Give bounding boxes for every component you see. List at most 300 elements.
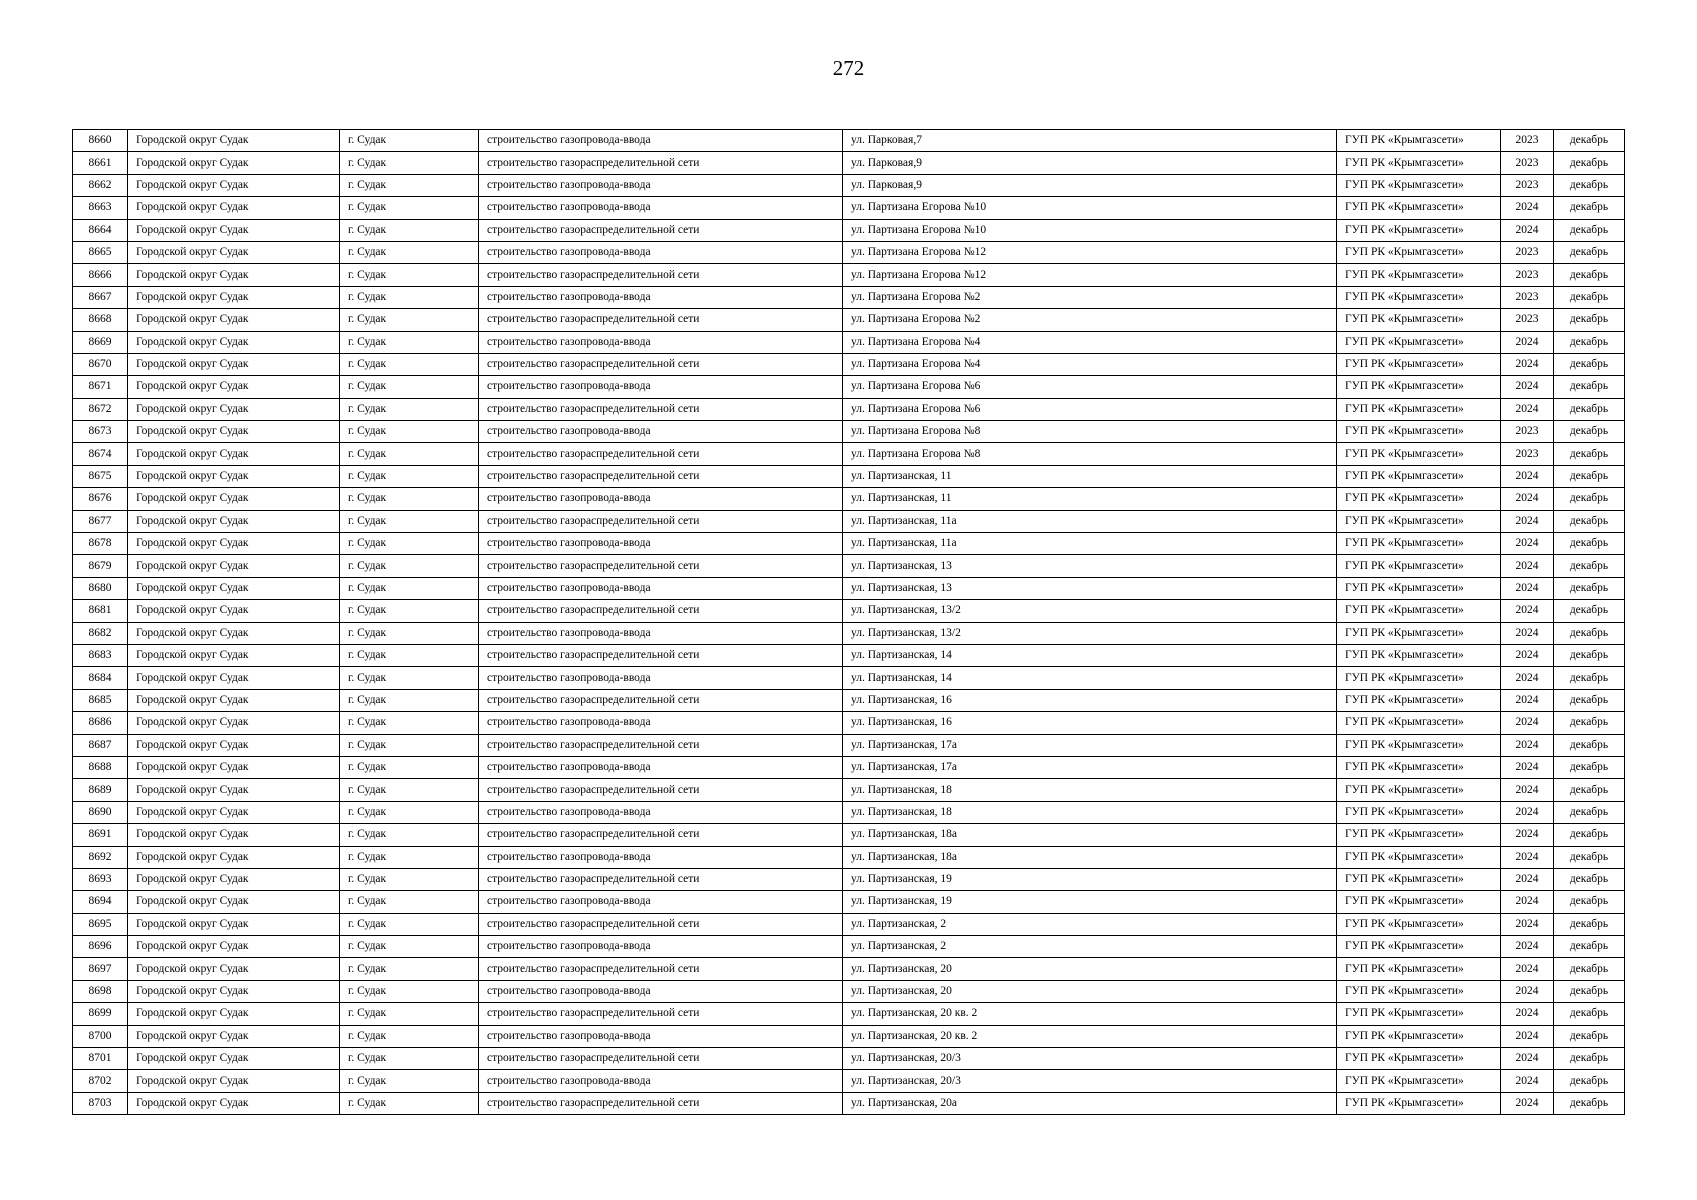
table-row — [73, 756, 1625, 778]
municipality-cell: Городской округ Судак — [128, 891, 340, 913]
row-number-cell: 8662 — [73, 174, 128, 196]
settlement-cell: г. Судак — [340, 331, 479, 353]
settlement-cell: г. Судак — [340, 779, 479, 801]
organization-cell: ГУП РК «Крымгазсети» — [1337, 1025, 1501, 1047]
table-row — [73, 264, 1625, 286]
table-row — [73, 465, 1625, 487]
address-cell: ул. Партизана Егорова №4 — [843, 331, 1337, 353]
row-number-cell: 8671 — [73, 376, 128, 398]
work-type-cell: строительство газораспределительной сети — [479, 264, 843, 286]
address-cell: ул. Партизанская, 18а — [843, 824, 1337, 846]
month-cell: декабрь — [1554, 219, 1625, 241]
work-type-cell: строительство газораспределительной сети — [479, 824, 843, 846]
month-cell: декабрь — [1554, 1092, 1625, 1114]
year-cell: 2024 — [1501, 734, 1554, 756]
year-cell: 2024 — [1501, 197, 1554, 219]
municipality-cell: Городской округ Судак — [128, 980, 340, 1002]
municipality-cell: Городской округ Судак — [128, 1070, 340, 1092]
organization-cell: ГУП РК «Крымгазсети» — [1337, 152, 1501, 174]
settlement-cell: г. Судак — [340, 1048, 479, 1070]
year-cell: 2023 — [1501, 241, 1554, 263]
settlement-cell: г. Судак — [340, 622, 479, 644]
row-number-cell: 8667 — [73, 286, 128, 308]
row-number-cell: 8675 — [73, 465, 128, 487]
year-cell: 2024 — [1501, 958, 1554, 980]
municipality-cell: Городской округ Судак — [128, 421, 340, 443]
address-cell: ул. Партизанская, 20/3 — [843, 1048, 1337, 1070]
municipality-cell: Городской округ Судак — [128, 331, 340, 353]
organization-cell: ГУП РК «Крымгазсети» — [1337, 980, 1501, 1002]
row-number-cell: 8703 — [73, 1092, 128, 1114]
table-row — [73, 510, 1625, 532]
month-cell: декабрь — [1554, 376, 1625, 398]
month-cell: декабрь — [1554, 1025, 1625, 1047]
table-row — [73, 309, 1625, 331]
row-number-cell: 8684 — [73, 667, 128, 689]
settlement-cell: г. Судак — [340, 891, 479, 913]
row-number-cell: 8681 — [73, 600, 128, 622]
work-type-cell: строительство газопровода-ввода — [479, 174, 843, 196]
address-cell: ул. Парковая,9 — [843, 152, 1337, 174]
work-type-cell: строительство газораспределительной сети — [479, 779, 843, 801]
work-type-cell: строительство газопровода-ввода — [479, 936, 843, 958]
row-number-cell: 8689 — [73, 779, 128, 801]
settlement-cell: г. Судак — [340, 219, 479, 241]
year-cell: 2024 — [1501, 376, 1554, 398]
month-cell: декабрь — [1554, 421, 1625, 443]
organization-cell: ГУП РК «Крымгазсети» — [1337, 533, 1501, 555]
row-number-cell: 8661 — [73, 152, 128, 174]
municipality-cell: Городской округ Судак — [128, 174, 340, 196]
municipality-cell: Городской округ Судак — [128, 801, 340, 823]
month-cell: декабрь — [1554, 622, 1625, 644]
year-cell: 2024 — [1501, 1070, 1554, 1092]
work-type-cell: строительство газораспределительной сети — [479, 1003, 843, 1025]
row-number-cell: 8680 — [73, 577, 128, 599]
organization-cell: ГУП РК «Крымгазсети» — [1337, 398, 1501, 420]
settlement-cell: г. Судак — [340, 1070, 479, 1092]
organization-cell: ГУП РК «Крымгазсети» — [1337, 936, 1501, 958]
work-type-cell: строительство газораспределительной сети — [479, 689, 843, 711]
table-row — [73, 443, 1625, 465]
row-number-cell: 8682 — [73, 622, 128, 644]
settlement-cell: г. Судак — [340, 130, 479, 152]
row-number-cell: 8664 — [73, 219, 128, 241]
work-type-cell: строительство газораспределительной сети — [479, 958, 843, 980]
table-row — [73, 622, 1625, 644]
address-cell: ул. Партизанская, 20 — [843, 980, 1337, 1002]
table-row — [73, 980, 1625, 1002]
row-number-cell: 8696 — [73, 936, 128, 958]
month-cell: декабрь — [1554, 734, 1625, 756]
month-cell: декабрь — [1554, 891, 1625, 913]
year-cell: 2024 — [1501, 1092, 1554, 1114]
month-cell: декабрь — [1554, 600, 1625, 622]
municipality-cell: Городской округ Судак — [128, 309, 340, 331]
table-row — [73, 421, 1625, 443]
month-cell: декабрь — [1554, 958, 1625, 980]
work-type-cell: строительство газопровода-ввода — [479, 421, 843, 443]
settlement-cell: г. Судак — [340, 533, 479, 555]
work-type-cell: строительство газопровода-ввода — [479, 622, 843, 644]
work-type-cell: строительство газопровода-ввода — [479, 891, 843, 913]
month-cell: декабрь — [1554, 197, 1625, 219]
address-cell: ул. Партизанская, 18 — [843, 779, 1337, 801]
organization-cell: ГУП РК «Крымгазсети» — [1337, 958, 1501, 980]
settlement-cell: г. Судак — [340, 734, 479, 756]
organization-cell: ГУП РК «Крымгазсети» — [1337, 801, 1501, 823]
month-cell: декабрь — [1554, 309, 1625, 331]
organization-cell: ГУП РК «Крымгазсети» — [1337, 667, 1501, 689]
month-cell: декабрь — [1554, 152, 1625, 174]
month-cell: декабрь — [1554, 353, 1625, 375]
municipality-cell: Городской округ Судак — [128, 241, 340, 263]
settlement-cell: г. Судак — [340, 600, 479, 622]
municipality-cell: Городской округ Судак — [128, 465, 340, 487]
row-number-cell: 8699 — [73, 1003, 128, 1025]
row-number-cell: 8691 — [73, 824, 128, 846]
settlement-cell: г. Судак — [340, 958, 479, 980]
row-number-cell: 8673 — [73, 421, 128, 443]
row-number-cell: 8665 — [73, 241, 128, 263]
year-cell: 2023 — [1501, 421, 1554, 443]
organization-cell: ГУП РК «Крымгазсети» — [1337, 465, 1501, 487]
organization-cell: ГУП РК «Крымгазсети» — [1337, 309, 1501, 331]
work-type-cell: строительство газопровода-ввода — [479, 533, 843, 555]
municipality-cell: Городской округ Судак — [128, 264, 340, 286]
year-cell: 2023 — [1501, 443, 1554, 465]
row-number-cell: 8701 — [73, 1048, 128, 1070]
address-cell: ул. Партизанская, 13 — [843, 555, 1337, 577]
work-type-cell: строительство газопровода-ввода — [479, 286, 843, 308]
settlement-cell: г. Судак — [340, 421, 479, 443]
work-type-cell: строительство газопровода-ввода — [479, 980, 843, 1002]
row-number-cell: 8687 — [73, 734, 128, 756]
gasification-table — [72, 129, 1625, 1115]
year-cell: 2023 — [1501, 174, 1554, 196]
settlement-cell: г. Судак — [340, 555, 479, 577]
table-row — [73, 1003, 1625, 1025]
year-cell: 2024 — [1501, 219, 1554, 241]
municipality-cell: Городской округ Судак — [128, 577, 340, 599]
month-cell: декабрь — [1554, 1048, 1625, 1070]
address-cell: ул. Партизана Егорова №8 — [843, 443, 1337, 465]
month-cell: декабрь — [1554, 936, 1625, 958]
municipality-cell: Городской округ Судак — [128, 1025, 340, 1047]
settlement-cell: г. Судак — [340, 689, 479, 711]
settlement-cell: г. Судак — [340, 488, 479, 510]
work-type-cell: строительство газопровода-ввода — [479, 1070, 843, 1092]
table-row — [73, 734, 1625, 756]
month-cell: декабрь — [1554, 398, 1625, 420]
year-cell: 2024 — [1501, 600, 1554, 622]
month-cell: декабрь — [1554, 801, 1625, 823]
year-cell: 2024 — [1501, 801, 1554, 823]
organization-cell: ГУП РК «Крымгазсети» — [1337, 286, 1501, 308]
work-type-cell: строительство газопровода-ввода — [479, 241, 843, 263]
organization-cell: ГУП РК «Крымгазсети» — [1337, 824, 1501, 846]
municipality-cell: Городской округ Судак — [128, 913, 340, 935]
table-row — [73, 779, 1625, 801]
organization-cell: ГУП РК «Крымгазсети» — [1337, 264, 1501, 286]
settlement-cell: г. Судак — [340, 644, 479, 666]
municipality-cell: Городской округ Судак — [128, 958, 340, 980]
year-cell: 2023 — [1501, 286, 1554, 308]
table-row — [73, 958, 1625, 980]
organization-cell: ГУП РК «Крымгазсети» — [1337, 174, 1501, 196]
month-cell: декабрь — [1554, 577, 1625, 599]
year-cell: 2024 — [1501, 577, 1554, 599]
work-type-cell: строительство газораспределительной сети — [479, 152, 843, 174]
month-cell: декабрь — [1554, 689, 1625, 711]
table-row — [73, 398, 1625, 420]
organization-cell: ГУП РК «Крымгазсети» — [1337, 779, 1501, 801]
month-cell: декабрь — [1554, 331, 1625, 353]
address-cell: ул. Партизанская, 11 — [843, 488, 1337, 510]
organization-cell: ГУП РК «Крымгазсети» — [1337, 1048, 1501, 1070]
month-cell: декабрь — [1554, 286, 1625, 308]
municipality-cell: Городской округ Судак — [128, 219, 340, 241]
month-cell: декабрь — [1554, 510, 1625, 532]
year-cell: 2024 — [1501, 667, 1554, 689]
month-cell: декабрь — [1554, 712, 1625, 734]
table-row — [73, 846, 1625, 868]
work-type-cell: строительство газопровода-ввода — [479, 1025, 843, 1047]
organization-cell: ГУП РК «Крымгазсети» — [1337, 331, 1501, 353]
table-row — [73, 913, 1625, 935]
settlement-cell: г. Судак — [340, 667, 479, 689]
address-cell: ул. Партизанская, 14 — [843, 644, 1337, 666]
month-cell: декабрь — [1554, 130, 1625, 152]
year-cell: 2024 — [1501, 555, 1554, 577]
organization-cell: ГУП РК «Крымгазсети» — [1337, 376, 1501, 398]
row-number-cell: 8692 — [73, 846, 128, 868]
address-cell: ул. Партизанская, 11 — [843, 465, 1337, 487]
year-cell: 2024 — [1501, 712, 1554, 734]
settlement-cell: г. Судак — [340, 846, 479, 868]
address-cell: ул. Партизанская, 19 — [843, 868, 1337, 890]
work-type-cell: строительство газораспределительной сети — [479, 913, 843, 935]
work-type-cell: строительство газопровода-ввода — [479, 488, 843, 510]
table-row — [73, 1025, 1625, 1047]
month-cell: декабрь — [1554, 241, 1625, 263]
organization-cell: ГУП РК «Крымгазсети» — [1337, 555, 1501, 577]
address-cell: ул. Партизанская, 20 кв. 2 — [843, 1025, 1337, 1047]
municipality-cell: Городской округ Судак — [128, 622, 340, 644]
organization-cell: ГУП РК «Крымгазсети» — [1337, 913, 1501, 935]
municipality-cell: Городской округ Судак — [128, 779, 340, 801]
organization-cell: ГУП РК «Крымгазсети» — [1337, 712, 1501, 734]
settlement-cell: г. Судак — [340, 398, 479, 420]
row-number-cell: 8674 — [73, 443, 128, 465]
row-number-cell: 8669 — [73, 331, 128, 353]
work-type-cell: строительство газопровода-ввода — [479, 801, 843, 823]
row-number-cell: 8668 — [73, 309, 128, 331]
year-cell: 2024 — [1501, 644, 1554, 666]
municipality-cell: Городской округ Судак — [128, 846, 340, 868]
work-type-cell: строительство газораспределительной сети — [479, 600, 843, 622]
settlement-cell: г. Судак — [340, 577, 479, 599]
table-row — [73, 644, 1625, 666]
month-cell: декабрь — [1554, 667, 1625, 689]
table-row — [73, 174, 1625, 196]
municipality-cell: Городской округ Судак — [128, 868, 340, 890]
settlement-cell: г. Судак — [340, 801, 479, 823]
table-row — [73, 667, 1625, 689]
year-cell: 2024 — [1501, 891, 1554, 913]
row-number-cell: 8672 — [73, 398, 128, 420]
organization-cell: ГУП РК «Крымгазсети» — [1337, 1070, 1501, 1092]
municipality-cell: Городской округ Судак — [128, 936, 340, 958]
organization-cell: ГУП РК «Крымгазсети» — [1337, 241, 1501, 263]
organization-cell: ГУП РК «Крымгазсети» — [1337, 488, 1501, 510]
organization-cell: ГУП РК «Крымгазсети» — [1337, 130, 1501, 152]
organization-cell: ГУП РК «Крымгазсети» — [1337, 577, 1501, 599]
work-type-cell: строительство газопровода-ввода — [479, 577, 843, 599]
address-cell: ул. Партизанская, 19 — [843, 891, 1337, 913]
address-cell: ул. Партизана Егорова №2 — [843, 286, 1337, 308]
settlement-cell: г. Судак — [340, 353, 479, 375]
settlement-cell: г. Судак — [340, 868, 479, 890]
row-number-cell: 8693 — [73, 868, 128, 890]
table-row — [73, 689, 1625, 711]
settlement-cell: г. Судак — [340, 1092, 479, 1114]
address-cell: ул. Партизанская, 18а — [843, 846, 1337, 868]
settlement-cell: г. Судак — [340, 824, 479, 846]
month-cell: декабрь — [1554, 644, 1625, 666]
organization-cell: ГУП РК «Крымгазсети» — [1337, 891, 1501, 913]
month-cell: декабрь — [1554, 824, 1625, 846]
year-cell: 2024 — [1501, 533, 1554, 555]
organization-cell: ГУП РК «Крымгазсети» — [1337, 1003, 1501, 1025]
month-cell: декабрь — [1554, 1070, 1625, 1092]
row-number-cell: 8670 — [73, 353, 128, 375]
row-number-cell: 8694 — [73, 891, 128, 913]
municipality-cell: Городской округ Судак — [128, 824, 340, 846]
municipality-cell: Городской округ Судак — [128, 353, 340, 375]
municipality-cell: Городской округ Судак — [128, 644, 340, 666]
municipality-cell: Городской округ Судак — [128, 734, 340, 756]
table-row — [73, 1092, 1625, 1114]
work-type-cell: строительство газораспределительной сети — [479, 555, 843, 577]
row-number-cell: 8685 — [73, 689, 128, 711]
municipality-cell: Городской округ Судак — [128, 1003, 340, 1025]
row-number-cell: 8683 — [73, 644, 128, 666]
address-cell: ул. Партизанская, 16 — [843, 712, 1337, 734]
table-row — [73, 712, 1625, 734]
year-cell: 2024 — [1501, 824, 1554, 846]
work-type-cell: строительство газораспределительной сети — [479, 353, 843, 375]
table-body — [73, 130, 1625, 1115]
work-type-cell: строительство газораспределительной сети — [479, 398, 843, 420]
address-cell: ул. Партизанская, 13 — [843, 577, 1337, 599]
year-cell: 2024 — [1501, 1048, 1554, 1070]
municipality-cell: Городской округ Судак — [128, 712, 340, 734]
table-row — [73, 286, 1625, 308]
table-row — [73, 152, 1625, 174]
address-cell: ул. Партизанская, 13/2 — [843, 622, 1337, 644]
organization-cell: ГУП РК «Крымгазсети» — [1337, 421, 1501, 443]
row-number-cell: 8688 — [73, 756, 128, 778]
month-cell: декабрь — [1554, 443, 1625, 465]
month-cell: декабрь — [1554, 1003, 1625, 1025]
table-row — [73, 130, 1625, 152]
month-cell: декабрь — [1554, 913, 1625, 935]
address-cell: ул. Партизанская, 2 — [843, 913, 1337, 935]
address-cell: ул. Парковая,9 — [843, 174, 1337, 196]
address-cell: ул. Партизанская, 16 — [843, 689, 1337, 711]
table-row — [73, 868, 1625, 890]
table-row — [73, 533, 1625, 555]
month-cell: декабрь — [1554, 779, 1625, 801]
settlement-cell: г. Судак — [340, 1003, 479, 1025]
municipality-cell: Городской округ Судак — [128, 510, 340, 532]
year-cell: 2023 — [1501, 152, 1554, 174]
row-number-cell: 8697 — [73, 958, 128, 980]
settlement-cell: г. Судак — [340, 264, 479, 286]
page-number: 272 — [832, 56, 865, 80]
municipality-cell: Городской округ Судак — [128, 152, 340, 174]
settlement-cell: г. Судак — [340, 443, 479, 465]
municipality-cell: Городской округ Судак — [128, 555, 340, 577]
address-cell: ул. Партизанская, 13/2 — [843, 600, 1337, 622]
settlement-cell: г. Судак — [340, 936, 479, 958]
table-row — [73, 353, 1625, 375]
organization-cell: ГУП РК «Крымгазсети» — [1337, 353, 1501, 375]
year-cell: 2024 — [1501, 465, 1554, 487]
municipality-cell: Городской округ Судак — [128, 600, 340, 622]
address-cell: ул. Партизана Егорова №6 — [843, 398, 1337, 420]
row-number-cell: 8695 — [73, 913, 128, 935]
year-cell: 2024 — [1501, 1003, 1554, 1025]
row-number-cell: 8679 — [73, 555, 128, 577]
row-number-cell: 8666 — [73, 264, 128, 286]
row-number-cell: 8676 — [73, 488, 128, 510]
address-cell: ул. Партизана Егорова №6 — [843, 376, 1337, 398]
settlement-cell: г. Судак — [340, 712, 479, 734]
year-cell: 2024 — [1501, 980, 1554, 1002]
table-row — [73, 824, 1625, 846]
address-cell: ул. Партизанская, 17а — [843, 756, 1337, 778]
table-row — [73, 936, 1625, 958]
row-number-cell: 8690 — [73, 801, 128, 823]
year-cell: 2024 — [1501, 689, 1554, 711]
settlement-cell: г. Судак — [340, 756, 479, 778]
year-cell: 2024 — [1501, 756, 1554, 778]
table-row — [73, 376, 1625, 398]
work-type-cell: строительство газораспределительной сети — [479, 309, 843, 331]
municipality-cell: Городской округ Судак — [128, 443, 340, 465]
municipality-cell: Городской округ Судак — [128, 376, 340, 398]
organization-cell: ГУП РК «Крымгазсети» — [1337, 510, 1501, 532]
work-type-cell: строительство газораспределительной сети — [479, 644, 843, 666]
settlement-cell: г. Судак — [340, 465, 479, 487]
table-row — [73, 488, 1625, 510]
address-cell: ул. Партизана Егорова №12 — [843, 264, 1337, 286]
year-cell: 2024 — [1501, 846, 1554, 868]
year-cell: 2023 — [1501, 130, 1554, 152]
work-type-cell: строительство газораспределительной сети — [479, 1092, 843, 1114]
row-number-cell: 8663 — [73, 197, 128, 219]
address-cell: ул. Партизана Егорова №2 — [843, 309, 1337, 331]
work-type-cell: строительство газопровода-ввода — [479, 846, 843, 868]
table-row — [73, 219, 1625, 241]
year-cell: 2024 — [1501, 936, 1554, 958]
row-number-cell: 8702 — [73, 1070, 128, 1092]
table-row — [73, 891, 1625, 913]
work-type-cell: строительство газораспределительной сети — [479, 443, 843, 465]
table-row — [73, 1070, 1625, 1092]
